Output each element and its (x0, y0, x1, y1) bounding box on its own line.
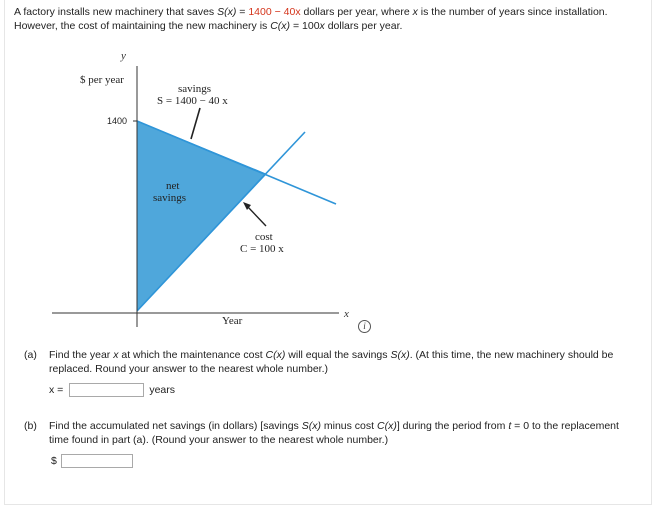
cost-equation: C = 100 x (240, 243, 284, 255)
variable-x: x (319, 20, 325, 32)
x-equals-label: x = (49, 384, 64, 396)
net-savings-label: savings (153, 192, 186, 204)
savings-pointer (191, 108, 200, 139)
net-savings-region (137, 121, 266, 311)
savings-function: S(x) (217, 6, 237, 18)
years-input[interactable] (69, 383, 144, 397)
savings-equation: S = 1400 − 40 x (157, 95, 228, 107)
years-unit: years (149, 384, 175, 396)
y-tick-label: 1400 (107, 116, 128, 126)
cost-label: cost (255, 231, 273, 243)
problem-text: dollars per year, where (300, 6, 413, 18)
part-b-answer-row (51, 454, 133, 468)
y-axis-variable: y (121, 50, 126, 62)
problem-text: = 100 (290, 20, 320, 32)
cost-pointer (247, 206, 266, 226)
part-b-question: Find the accumulated net savings (in dollars) [savings S(x) minus cost C(x)] during the period from t = 0 to the replacement time found in part (a). (Round your answer to the nearest whole number.) (49, 420, 619, 446)
net-savings-input[interactable] (61, 454, 133, 468)
variable-x: x (412, 6, 418, 18)
savings-expression: 1400 − 40x (248, 6, 301, 18)
problem-text: = (236, 6, 249, 18)
dollar-sign-label: $ (51, 455, 57, 467)
problem-text: dollars per year. (324, 20, 403, 32)
savings-label: savings (178, 83, 211, 95)
problem-text: A factory installs new machinery that saves (14, 6, 218, 18)
x-axis-variable: x (344, 308, 349, 320)
x-axis-label: Year (222, 315, 243, 327)
problem-text: is the number of years since installation. However, the cost of maintaining the new machinery is (14, 6, 608, 32)
cost-function: C(x) (270, 20, 291, 32)
part-b-label: (b) (24, 420, 37, 432)
info-icon[interactable]: i (358, 320, 371, 333)
part-a-question: Find the year x at which the maintenance cost C(x) will equal the savings S(x). (At this time, the new machinery should be replaced. Round your answer to the nearest whole number.) (49, 349, 614, 375)
y-axis-unit: $ per year (80, 74, 124, 86)
part-a-answer-row (49, 383, 175, 397)
part-a-label: (a) (24, 349, 37, 361)
net-label: net (166, 180, 180, 192)
